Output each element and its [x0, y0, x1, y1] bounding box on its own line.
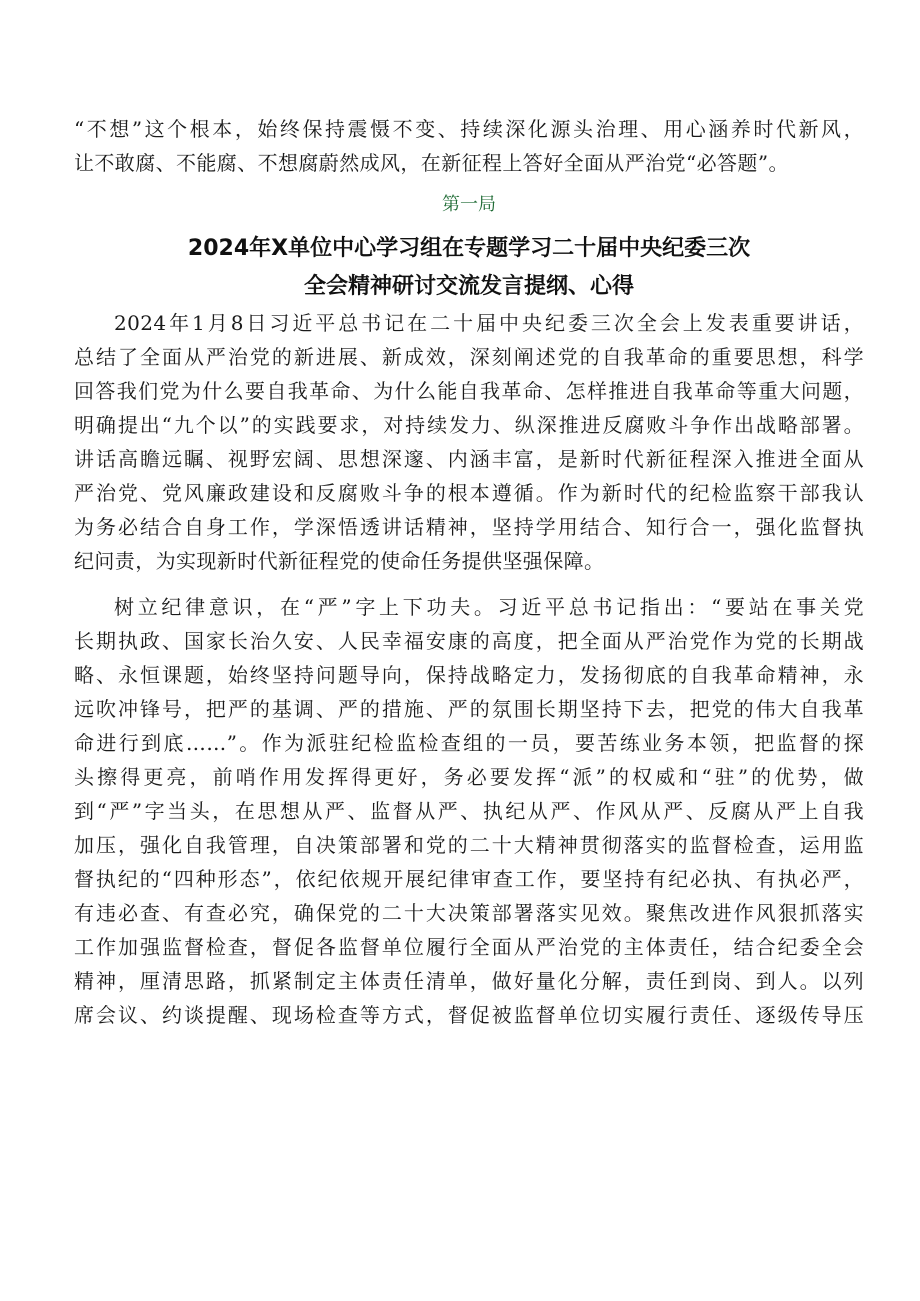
title-line-1: 2024年X单位中心学习组在专题学习二十届中央纪委三次 — [187, 236, 751, 261]
text-line: 加压，强化自我管理，自决策部署和党的二十大精神贯彻落实的监督检查，运用监 — [74, 833, 864, 857]
text-line: 略、永恒课题，始终坚持问题导向，保持战略定力，发扬彻底的自我革命精神，永 — [74, 663, 864, 687]
text-line: 命进行到底……”。作为派驻纪检监检查组的一员，要苦练业务本领，把监督的探 — [74, 731, 864, 755]
text-line: 2024年1月8日习近平总书记在二十届中央纪委三次全会上发表重要讲话， — [114, 311, 864, 335]
text-line: 工作加强监督检查，督促各监督单位履行全面从严治党的主体责任，结合纪委全会 — [74, 935, 864, 959]
text-line: 树立纪律意识，在“严”字上下功夫。习近平总书记指出：“要站在事关党 — [114, 595, 864, 619]
text-line: 严治党、党风廉政建设和反腐败斗争的根本遵循。作为新时代的纪检监察干部我认 — [74, 481, 864, 505]
document-page — [74, 112, 864, 1032]
paragraph-1 — [74, 306, 864, 578]
text-line: 总结了全面从严治党的新进展、新成效，深刻阐述党的自我革命的重要思想，科学 — [74, 345, 864, 369]
text-line: 讲话高瞻远瞩、视野宏阔、思想深邃、内涵丰富，是新时代新征程深入推进全面从 — [74, 447, 864, 471]
text-line: “不想”这个根本，始终保持震慑不变、持续深化源头治理、用心涵养时代新风， — [74, 117, 864, 141]
title-line-2: 全会精神研讨交流发言提纲、心得 — [303, 274, 634, 299]
text-line: 席会议、约谈提醒、现场检查等方式，督促被监督单位切实履行责任、逐级传导压 — [74, 1003, 864, 1027]
text-line: 有违必查、有查必究，确保党的二十大决策部署落实见效。聚焦改进作风狠抓落实 — [74, 901, 864, 925]
text-line: 督执纪的“四种形态”，依纪依规开展纪律审查工作，要坚持有纪必执、有执必严， — [74, 867, 864, 891]
text-line: 为务必结合自身工作，学深悟透讲话精神，坚持学用结合、知行合一，强化监督执 — [74, 515, 864, 539]
text-line: 到“严”字当头，在思想从严、监督从严、执纪从严、作风从严、反腐从严上自我 — [74, 799, 864, 823]
section-marker: 第一局 — [442, 194, 496, 215]
text-line: 纪问责，为实现新时代新征程党的使命任务提供坚强保障。 — [74, 549, 605, 573]
intro-paragraph — [74, 112, 864, 180]
document-title — [74, 230, 864, 306]
text-line: 明确提出“九个以”的实践要求，对持续发力、纵深推进反腐败斗争作出战略部署。 — [74, 413, 864, 437]
text-line: 让不敢腐、不能腐、不想腐蔚然成风，在新征程上答好全面从严治党“必答题”。 — [74, 151, 789, 175]
text-line: 远吹冲锋号，把严的基调、严的措施、严的氛围长期坚持下去，把党的伟大自我革 — [74, 697, 864, 721]
text-line: 精神，厘清思路，抓紧制定主体责任清单，做好量化分解，责任到岗、到人。以列 — [74, 969, 864, 993]
paragraph-gap — [74, 578, 864, 590]
paragraph-2 — [74, 590, 864, 1032]
text-line: 长期执政、国家长治久安、人民幸福安康的高度，把全面从严治党作为党的长期战 — [74, 629, 864, 653]
text-line: 回答我们党为什么要自我革命、为什么能自我革命、怎样推进自我革命等重大问题， — [74, 379, 864, 403]
text-line: 头擦得更亮，前哨作用发挥得更好，务必要发挥“派”的权威和“驻”的优势，做 — [74, 765, 864, 789]
